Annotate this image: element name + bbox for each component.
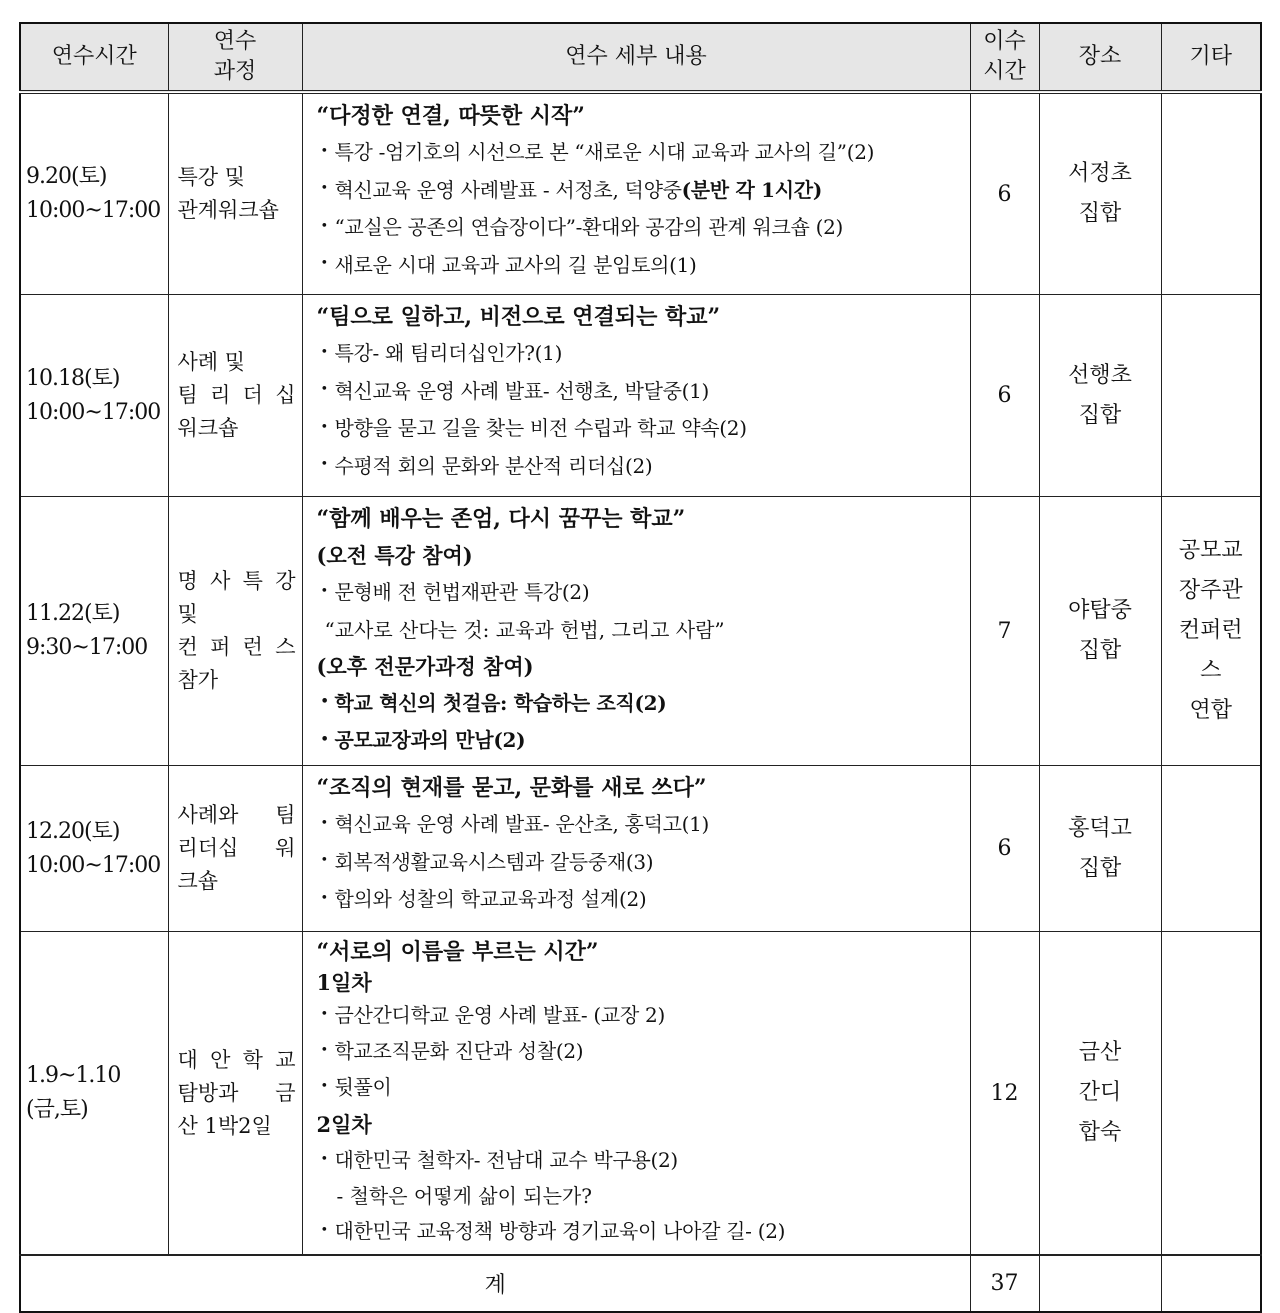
total-row — [20, 1255, 1261, 1312]
list-item: • 합의와 성찰의 학교교육과정 설계(2) — [317, 881, 962, 919]
hours-cell: 6 — [970, 92, 1039, 295]
hours-cell: 6 — [970, 766, 1039, 932]
session-title: “조직의 현재를 묻고, 문화를 새로 쓰다” — [316, 775, 707, 801]
list-item: • 학교 혁신의 첫걸음: 학습하는 조직(2) — [317, 685, 962, 723]
hours-cell: 12 — [970, 932, 1039, 1256]
bullet-icon: • — [320, 143, 328, 159]
etc-cell — [1161, 932, 1261, 1256]
bullet-icon: • — [320, 344, 328, 360]
place-cell: 야탑중 집합 — [1039, 497, 1161, 766]
list-item: • 금산간디학교 운영 사례 발표- (교장 2) — [317, 998, 962, 1034]
table-row — [20, 295, 1261, 497]
bullet-icon: • — [320, 853, 328, 868]
sub-list-item: - 철학은 어떻게 삶이 되는가? — [336, 1184, 592, 1208]
table-row — [20, 92, 1261, 295]
place-cell: 금산 간디 합숙 — [1039, 932, 1161, 1256]
detail-cell — [302, 932, 970, 1256]
session-date-cell: 11.22(토) 9:30~17:00 — [20, 497, 168, 766]
bullet-icon: • — [320, 890, 328, 906]
bullet-icon: • — [320, 1223, 328, 1238]
course-cell: 대 안 학 교 탐방과 금 산 1박2일 — [168, 932, 302, 1256]
header-row — [20, 23, 1261, 92]
bullet-icon: • — [320, 256, 328, 271]
bullet-icon: • — [320, 181, 328, 196]
list-item: • 혁신교육 운영 사례 발표- 운산초, 홍덕고(1) — [317, 806, 962, 844]
bullet-icon: • — [320, 419, 328, 435]
list-item: • “교실은 공존의 연습장이다”-환대와 공감의 관계 워크숍 (2) — [317, 209, 962, 247]
header-time: 연수시간 — [20, 23, 168, 92]
total-label: 계 — [20, 1255, 970, 1312]
hours-cell: 6 — [970, 295, 1039, 497]
etc-cell: 공모교 장주관 컨퍼런 스 연합 — [1161, 497, 1261, 766]
place-cell: 서정초 집합 — [1039, 92, 1161, 295]
list-item: • 혁신교육 운영 사례발표 - 서정초, 덕양중(분반 각 1시간) — [317, 172, 962, 210]
list-item: • 학교조직문화 진단과 성찰(2) — [317, 1034, 962, 1070]
header-etc: 기타 — [1161, 23, 1261, 92]
list-item: • 뒷풀이 — [317, 1070, 962, 1106]
total-hours: 37 — [970, 1255, 1039, 1312]
course-cell: 사례와 팀 리더십 워 크숍 — [168, 766, 302, 932]
training-schedule-table — [19, 22, 1262, 1313]
etc-cell — [1161, 295, 1261, 497]
place-cell: 선행초 집합 — [1039, 295, 1161, 497]
bullet-icon: • — [320, 1152, 328, 1167]
session-date-cell: 12.20(토) 10:00~17:00 — [20, 766, 168, 932]
course-cell: 명 사 특 강 및 컨 퍼 런 스 참가 — [168, 497, 302, 766]
list-item: • 특강- 왜 팀리더십인가?(1) — [317, 335, 962, 373]
header-detail: 연수 세부 내용 — [302, 23, 970, 92]
session-title: “다정한 연결, 따뜻한 시작” — [316, 103, 585, 129]
header-course: 연수 과정 — [168, 23, 302, 92]
session-title: “팀으로 일하고, 비전으로 연결되는 학교” — [316, 304, 721, 330]
course-cell: 사례 및 팀 리 더 십 워크숍 — [168, 295, 302, 497]
bullet-icon: • — [320, 1007, 328, 1022]
table-row — [20, 497, 1261, 766]
session-date-cell: 10.18(토) 10:00~17:00 — [20, 295, 168, 497]
list-item: • 공모교장과의 만남(2) — [317, 722, 962, 760]
bullet-icon: • — [320, 731, 329, 747]
course-cell: 특강 및 관계워크숍 — [168, 92, 302, 295]
detail-cell — [302, 497, 970, 766]
list-item: • 방향을 묻고 길을 찾는 비전 수립과 학교 약속(2) — [317, 410, 962, 448]
session-date-cell: 1.9~1.10 (금,토) — [20, 932, 168, 1256]
total-place-cell — [1039, 1255, 1161, 1312]
bullet-icon: • — [320, 1079, 328, 1094]
etc-cell — [1161, 766, 1261, 932]
table-row — [20, 766, 1261, 932]
bullet-icon: • — [320, 815, 328, 831]
hours-cell: 7 — [970, 497, 1039, 766]
list-item: • 대한민국 교육정책 방향과 경기교육이 나아갈 길- (2) — [317, 1214, 962, 1250]
header-place: 장소 — [1039, 23, 1161, 92]
day2-label: 2일차 — [316, 1112, 372, 1137]
bullet-icon: • — [320, 694, 329, 709]
afternoon-section-label: (오후 전문가과정 참여) — [316, 653, 534, 679]
etc-cell — [1161, 92, 1261, 295]
header-hours: 이수 시간 — [970, 23, 1039, 92]
list-item: • 회복적생활교육시스템과 갈등중재(3) — [317, 844, 962, 882]
list-item: • 새로운 시대 교육과 교사의 길 분임토의(1) — [317, 247, 962, 285]
session-title: “함께 배우는 존엄, 다시 꿈꾸는 학교” — [316, 506, 686, 532]
list-item: • 수평적 회의 문화와 분산적 리더십(2) — [317, 448, 962, 486]
list-item: • 혁신교육 운영 사례 발표- 선행초, 박달중(1) — [317, 373, 962, 411]
list-item: • 문형배 전 헌법재판관 특강(2) — [317, 574, 962, 612]
bullet-icon: • — [320, 457, 328, 472]
bullet-icon: • — [320, 583, 328, 599]
bullet-icon: • — [320, 218, 328, 234]
list-item: • 대한민국 철학자- 전남대 교수 박구용(2) — [317, 1143, 962, 1179]
detail-cell — [302, 92, 970, 295]
list-item: • 특강 -엄기호의 시선으로 본 “새로운 시대 교육과 교사의 길”(2) — [317, 134, 962, 172]
bullet-icon: • — [320, 1043, 328, 1058]
total-etc-cell — [1161, 1255, 1261, 1312]
session-title: “서로의 이름을 부르는 시간” — [316, 939, 599, 965]
lecture-quote: “교사로 산다는 것: 교육과 헌법, 그리고 사람” — [324, 617, 725, 642]
session-date-cell: 9.20(토) 10:00~17:00 — [20, 92, 168, 295]
morning-section-label: (오전 특강 참여) — [316, 543, 473, 568]
place-cell: 홍덕고 집합 — [1039, 766, 1161, 932]
detail-cell — [302, 766, 970, 932]
table-row — [20, 932, 1261, 1256]
detail-cell — [302, 295, 970, 497]
day1-label: 1일차 — [316, 970, 372, 995]
bullet-icon: • — [320, 382, 328, 397]
